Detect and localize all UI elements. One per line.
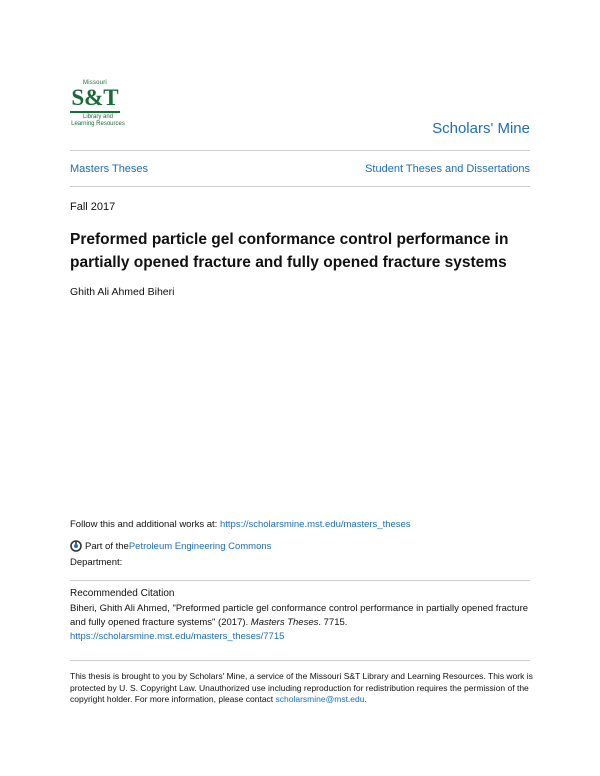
part-of-line: [70, 540, 271, 552]
citation-url-link[interactable]: https://scholarsmine.mst.edu/masters_theses/7715: [70, 631, 285, 642]
divider: [70, 580, 530, 581]
citation-text: Biheri, Ghith Ali Ahmed, "Preformed particle gel conformance control performance in partially opened fracture and fully opened fracture systems" (2017).: [70, 603, 529, 628]
follow-prefix: Follow this and additional works at:: [70, 519, 220, 530]
divider: [70, 660, 530, 661]
logo-sub-text-1: Library and: [82, 114, 114, 120]
author-name: Ghith Ali Ahmed Biheri: [70, 286, 175, 298]
footer-text: This thesis is brought to you by Scholars' Mine, a service of the Missouri S&T Library and Learning Resources. This work is protected by U. S. Copyright Law. Unauthorized use including reproduction for redistribution requires the permission of the copyright holder. For more information, please contact: [70, 671, 533, 704]
document-title: Preformed particle gel conformance control performance in partially opened fracture and fully opened fracture systems: [70, 231, 509, 271]
logo-top-text: Missouri: [83, 80, 107, 86]
logo-main-text: S&T: [71, 85, 119, 110]
department-label: Department:: [70, 557, 123, 568]
citation-body: [70, 602, 540, 644]
citation-series: Masters Theses: [250, 617, 319, 628]
publication-date: Fall 2017: [70, 201, 116, 213]
divider: [70, 150, 530, 151]
part-of-prefix: Part of the: [85, 540, 129, 552]
logo-divider: [70, 111, 120, 113]
student-theses-link[interactable]: Student Theses and Dissertations: [365, 163, 530, 175]
footer-notice: [70, 671, 540, 706]
logo-sub-text-2: Learning Resources: [71, 121, 125, 127]
commons-icon: [70, 540, 82, 552]
scholars-mine-link[interactable]: Scholars' Mine: [432, 120, 530, 137]
petroleum-engineering-commons-link[interactable]: Petroleum Engineering Commons: [128, 540, 272, 552]
masters-theses-link[interactable]: Masters Theses: [70, 163, 149, 175]
citation-number: . 7715.: [318, 617, 348, 628]
divider: [70, 186, 530, 187]
footer-end: .: [364, 694, 367, 704]
citation-heading: Recommended Citation: [70, 588, 175, 599]
follow-line: [70, 519, 411, 530]
missouri-st-logo: [70, 80, 128, 138]
masters-theses-url-link[interactable]: https://scholarsmine.mst.edu/masters_theses: [219, 519, 411, 530]
email-link[interactable]: scholarsmine@mst.edu: [275, 694, 365, 704]
